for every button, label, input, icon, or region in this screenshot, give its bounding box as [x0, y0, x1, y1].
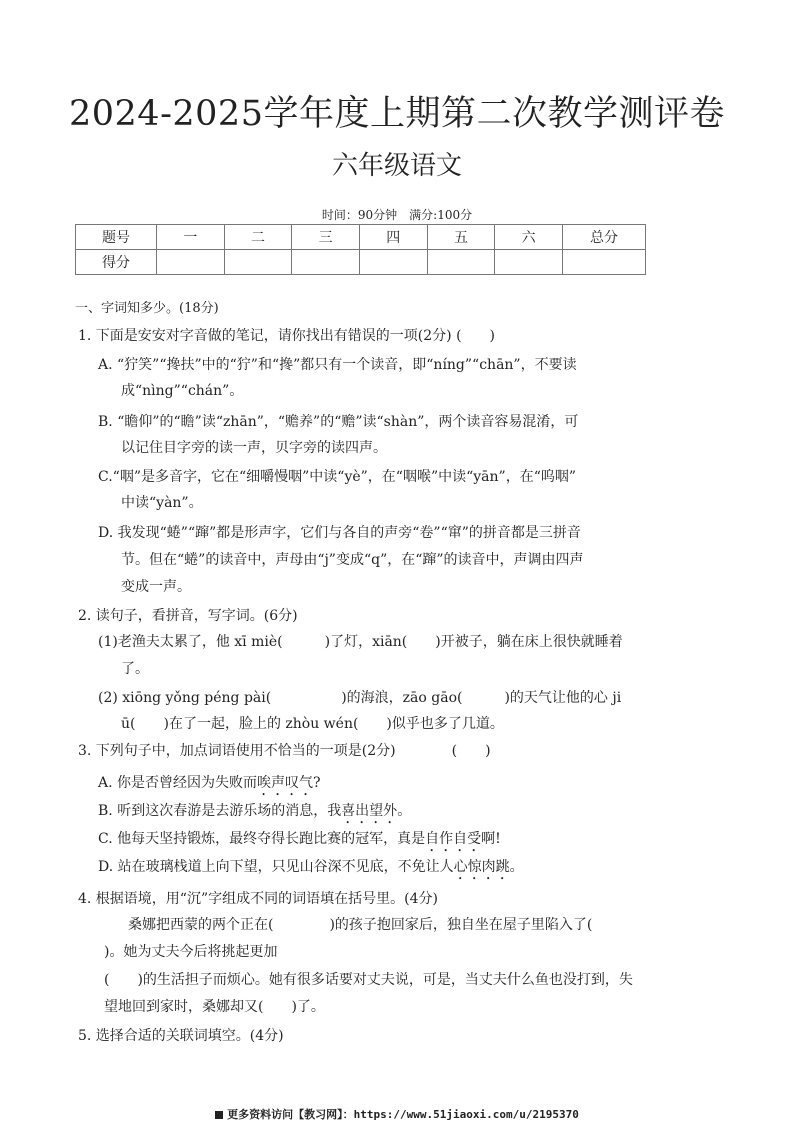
- q3-option-c: [98, 829, 501, 855]
- option-text: A. 你是否曾经因为失败而: [98, 775, 258, 791]
- q1-option-c-line1: C.“咽”是多音字，它在“细嚼慢咽”中读“yè”，在“咽喉”中读“yān”，在“呜咽”: [98, 469, 577, 485]
- q4-passage-line2: )。她为丈夫今后将挑起更加: [104, 944, 278, 960]
- score-blank-cell: [495, 250, 563, 275]
- dotted-word: 喜出望外: [341, 803, 398, 819]
- q4-passage-line3: ( )的生活担子而烦心。她有很多话要对丈夫说，可是，当丈夫什么鱼也没打到，失: [104, 972, 633, 988]
- q4-passage-line1: 桑娜把西蒙的两个正在( )的孩子抱回家后，独自坐在屋子里陷入了(: [128, 917, 593, 933]
- dotted-word: 唉声叹气: [257, 775, 314, 791]
- option-text: ?: [313, 775, 321, 791]
- score-table-cell: 四: [359, 225, 427, 250]
- score-table-cell: 三: [292, 225, 360, 250]
- dotted-word: 心惊肉跳: [453, 859, 510, 875]
- exam-subtitle: 六年级语文: [331, 151, 462, 181]
- score-table-cell: 六: [495, 225, 563, 250]
- exam-time-score-info: 时间：90分钟 满分:100分: [321, 208, 473, 222]
- q3-option-a: [98, 773, 321, 799]
- score-table-cell: 题号: [76, 225, 157, 250]
- option-text: 。: [509, 859, 524, 875]
- footer-link-text[interactable]: 更多资料访问【教习网】：https://www.51jiaoxi.com/u/2195370: [227, 1108, 579, 1121]
- q4-passage-line4: 望地回到家时，桑娜却又( )了。: [104, 999, 325, 1015]
- score-table-header-row: [76, 225, 646, 250]
- dotted-word: 自作自受: [425, 831, 482, 847]
- score-row-label: 得分: [76, 250, 157, 275]
- question-3-stem: 3. 下列句子中，加点词语使用不恰当的一项是(2分) ( ): [78, 743, 491, 759]
- q1-option-b-line1: B. “瞻仰”的“瞻”读“zhān”，“赡养”的“赡”读“shàn”，两个读音容易混淆，可: [98, 414, 579, 430]
- q1-option-a-line1: A. “狞笑”“搀扶”中的“狞”和“搀”都只有一个读音，即“níng”“chān”，不要读: [98, 357, 577, 373]
- question-5-stem: 5. 选择合适的关联词填空。(4分): [78, 1028, 284, 1044]
- q3-option-b: [98, 801, 411, 827]
- option-text: 啊!: [481, 831, 501, 847]
- q1-option-d-line2: 节。但在“蜷”的读音中，声母由“j”变成“q”，在“蹿”的读音中，声调由四声: [121, 552, 584, 568]
- score-blank-cell: [157, 250, 225, 275]
- score-blank-cell: [224, 250, 292, 275]
- section-heading: 一、字词知多少。(18分): [75, 301, 219, 316]
- score-table-cell: 总分: [563, 225, 646, 250]
- option-text: D. 站在玻璃栈道上向下望，只见山谷深不见底，不免让人: [98, 859, 454, 875]
- score-blank-cell: [359, 250, 427, 275]
- q1-option-d-line3: 变成一声。: [121, 579, 191, 595]
- footer: [0, 1106, 794, 1122]
- exam-title: 2024-2025学年度上期第二次教学测评卷: [69, 94, 725, 134]
- score-table-cell: 一: [157, 225, 225, 250]
- flag-icon: [215, 1111, 223, 1119]
- option-text: C. 他每天坚持锻炼，最终夺得长跑比赛的冠军，真是: [98, 831, 426, 847]
- q2-sentence2-line2: ū( )在了一起，脸上的 zhòu wén( )似乎也多了几道。: [121, 716, 504, 732]
- q2-sentence1-line1: (1)老渔夫太累了，他 xī miè( )了灯，xiān( )开被子，躺在床上很快就睡着: [98, 634, 623, 650]
- question-2-stem: 2. 读句子，看拼音，写字词。(6分): [78, 608, 298, 624]
- q1-option-b-line2: 以记住目字旁的读一声，贝字旁的读四声。: [121, 440, 387, 456]
- q2-sentence2-line1: (2) xiōng yǒng péng pài( )的海浪，zāo gāo( )的天气让他的心 ji: [98, 690, 622, 706]
- score-table-cell: 二: [224, 225, 292, 250]
- option-text: B. 听到这次春游是去游乐场的消息，我: [98, 803, 342, 819]
- score-blank-cell: [292, 250, 360, 275]
- score-table-score-row: [76, 250, 646, 275]
- score-blank-cell: [427, 250, 495, 275]
- q1-option-a-line2: 成“nìng”“chán”。: [121, 383, 244, 399]
- q3-option-d: [98, 857, 524, 883]
- q1-option-d-line1: D. 我发现“蜷”“蹿”都是形声字，它们与各自的声旁“卷”“窜”的拼音都是三拼音: [98, 525, 581, 541]
- option-text: 。: [397, 803, 412, 819]
- score-table: [75, 224, 646, 275]
- question-1-stem: 1. 下面是安安对字音做的笔记，请你找出有错误的一项(2分) ( ): [78, 328, 496, 344]
- question-4-stem: 4. 根据语境，用“沉”字组成不同的词语填在括号里。(4分): [78, 891, 438, 907]
- q1-option-c-line2: 中读“yàn”。: [121, 495, 203, 511]
- score-blank-cell: [563, 250, 646, 275]
- q2-sentence1-line2: 了。: [121, 661, 149, 677]
- score-table-cell: 五: [427, 225, 495, 250]
